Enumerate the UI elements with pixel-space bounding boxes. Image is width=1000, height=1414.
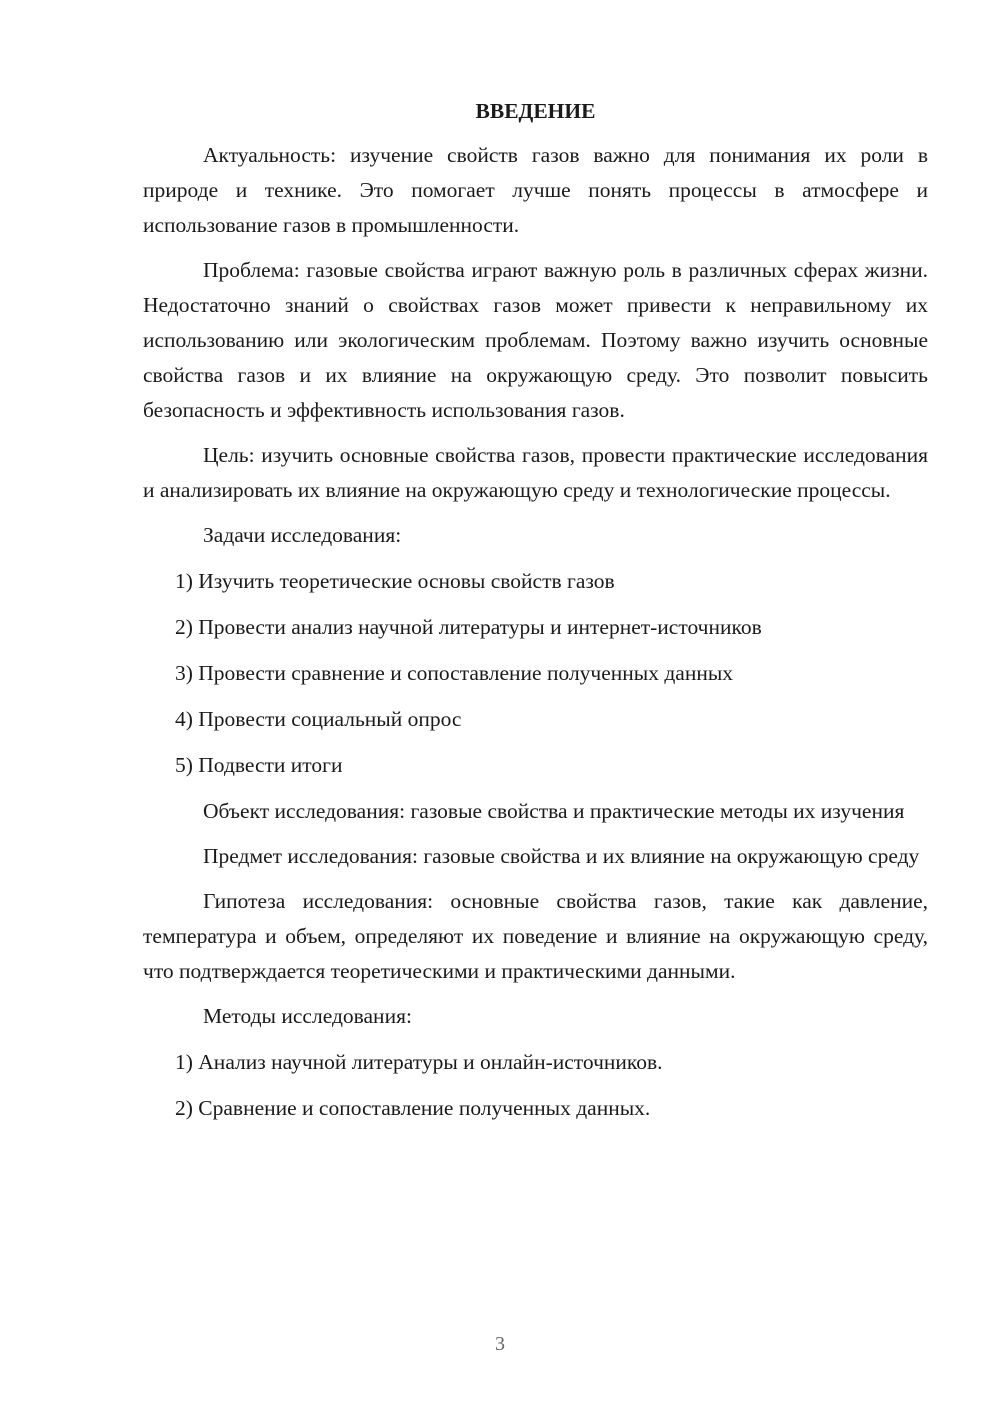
goal-paragraph: Цель: изучить основные свойства газов, провести практические исследования и анализировать их влияние на окружающую среду и технологические процессы. (143, 443, 928, 502)
task-item-3: 3) Провести сравнение и сопоставление полученных данных (175, 661, 734, 685)
hypothesis-paragraph: Гипотеза исследования: основные свойства газов, такие как давление, температура и объем, определяют их поведение и влияние на окружающую среду, что подтверждается теоретическими и практическими данными. (143, 889, 928, 983)
task-item-1: 1) Изучить теоретические основы свойств газов (175, 569, 615, 593)
method-item-2: 2) Сравнение и сопоставление полученных данных. (175, 1096, 651, 1120)
task-item-4: 4) Провести социальный опрос (175, 707, 462, 731)
page-number: 3 (495, 1333, 505, 1355)
section-title: ВВЕДЕНИЕ (475, 99, 596, 123)
methods-heading: Методы исследования: (203, 1004, 412, 1028)
task-item-2: 2) Провести анализ научной литературы и интернет-источников (175, 615, 762, 639)
tasks-heading: Задачи исследования: (203, 523, 402, 547)
document-page (143, 96, 928, 1137)
task-item-5: 5) Подвести итоги (175, 753, 343, 777)
method-item-1: 1) Анализ научной литературы и онлайн-источников. (175, 1050, 663, 1074)
problem-paragraph: Проблема: газовые свойства играют важную роль в различных сферах жизни. Недостаточно знаний о свойствах газов может привести к неправильному их использованию или экологическим проблемам. Поэтому важно изучить основные свойства газов и их влияние на окружающую среду. Это позволит повысить безопасность и эффективность использования газов. (143, 258, 928, 422)
subject-paragraph: Предмет исследования: газовые свойства и их влияние на окружающую среду (203, 844, 920, 868)
object-paragraph: Объект исследования: газовые свойства и практические методы их изучения (203, 799, 905, 823)
relevance-paragraph: Актуальность: изучение свойств газов важно для понимания их роли в природе и технике. Это помогает лучше понять процессы в атмосфере и использование газов в промышленности. (143, 143, 928, 237)
